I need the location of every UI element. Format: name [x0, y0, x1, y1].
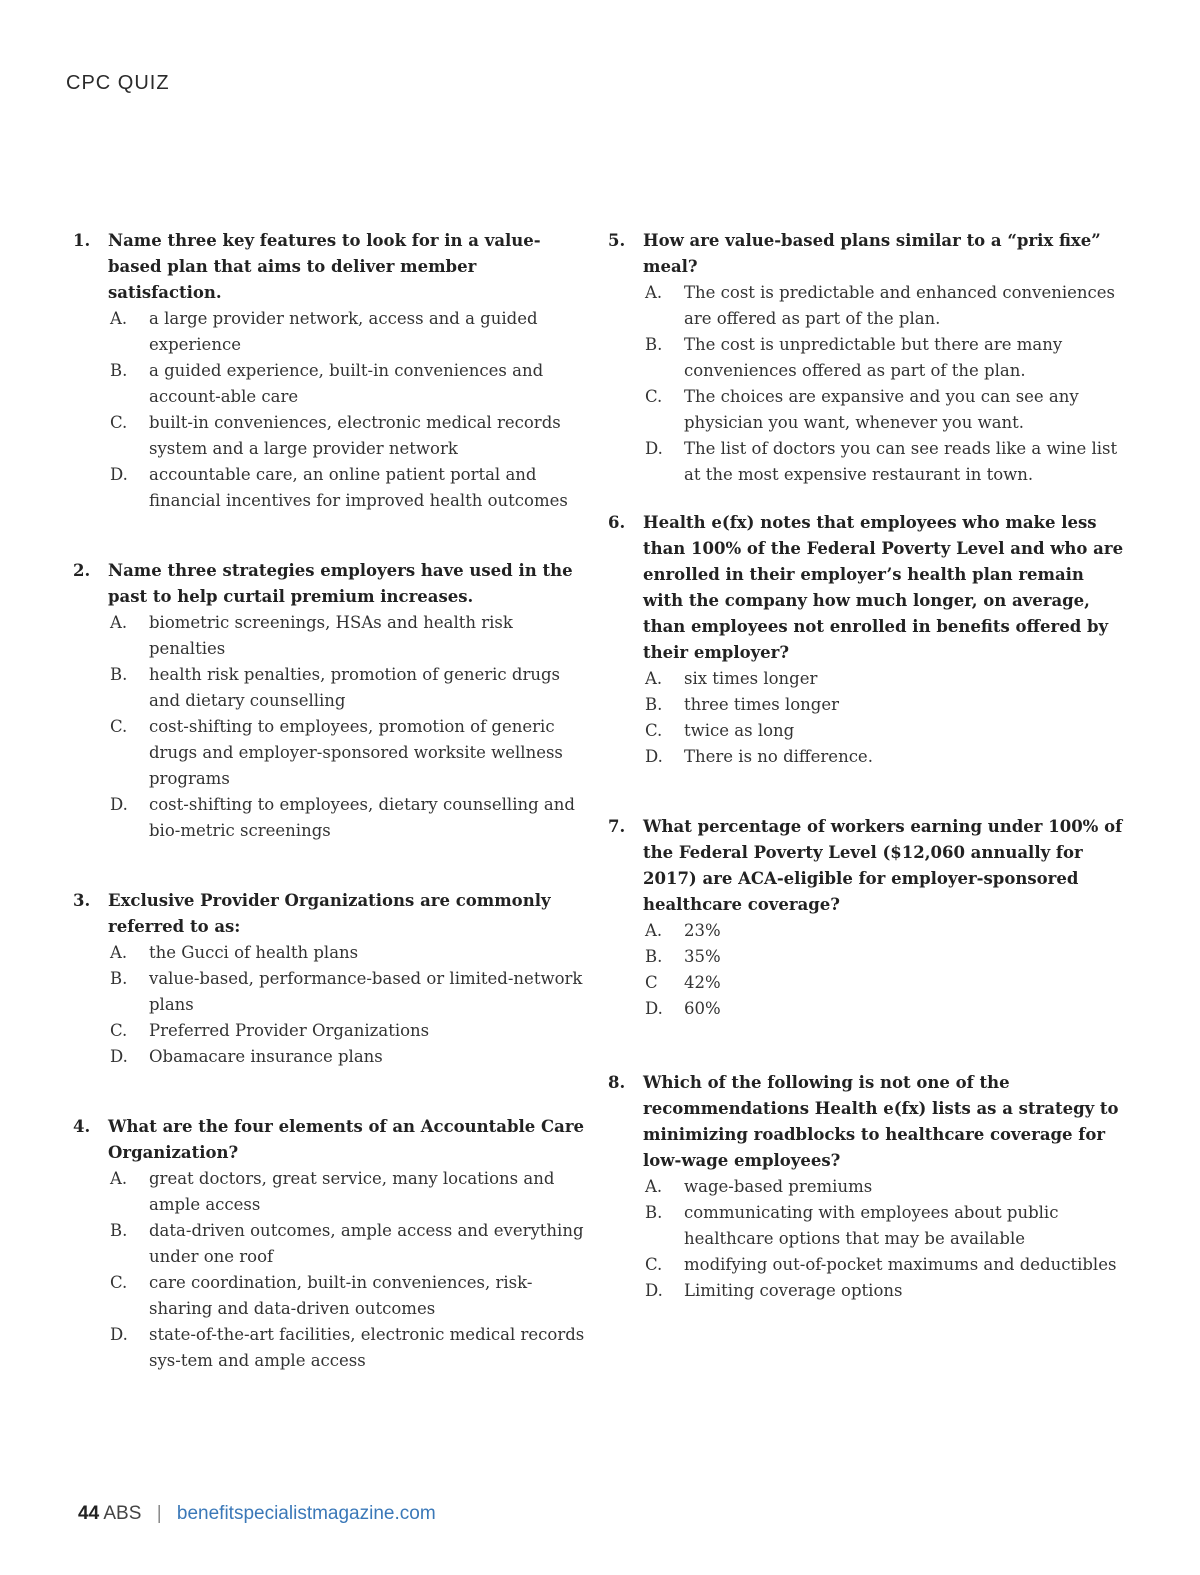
option-text: Preferred Provider Organizations	[149, 1021, 430, 1040]
answer-options	[643, 918, 1128, 1022]
answer-option	[108, 1044, 593, 1070]
answer-option	[643, 996, 1128, 1022]
option-letter: A.	[645, 921, 663, 940]
question-number: 3.	[73, 891, 91, 910]
answer-option	[643, 1278, 1128, 1304]
answer-option	[108, 714, 593, 792]
option-letter: A.	[110, 943, 128, 962]
page-footer	[78, 1503, 436, 1525]
footer-separator: |	[156, 1503, 162, 1524]
question-number: 6.	[608, 513, 626, 532]
option-text: cost-shifting to employees, dietary counselling and bio-metric screenings	[149, 795, 575, 840]
question-text: Name three key features to look for in a value-based plan that aims to deliver member satisfaction.	[108, 231, 541, 302]
question-text: Health e(fx) notes that employees who make less than 100% of the Federal Poverty Level and who are enrolled in their employer’s health plan remain with the company how much longer, on average, than employees not enrolled in benefits offered by their employer?	[643, 513, 1124, 662]
option-letter: B.	[110, 1221, 128, 1240]
option-text: communicating with employees about public healthcare options that may be available	[684, 1203, 1059, 1248]
answer-option	[643, 280, 1128, 332]
option-letter: D.	[110, 1325, 128, 1344]
option-letter: A.	[645, 1177, 663, 1196]
answer-option	[108, 358, 593, 410]
option-letter: D.	[110, 1047, 128, 1066]
option-text: a guided experience, built-in conveniences and account-able care	[149, 361, 544, 406]
answer-options	[643, 666, 1128, 770]
website-link[interactable]: benefitspecialistmagazine.com	[176, 1503, 436, 1524]
page-number: 44	[78, 1503, 100, 1524]
option-text: accountable care, an online patient portal and financial incentives for improved health outcomes	[149, 465, 568, 510]
answer-options	[108, 306, 593, 514]
answer-options	[643, 1174, 1128, 1304]
option-letter: A.	[645, 283, 663, 302]
option-text: built-in conveniences, electronic medical records system and a large provider network	[149, 413, 561, 458]
option-text: Obamacare insurance plans	[149, 1047, 383, 1066]
right-column	[608, 228, 1128, 1304]
option-letter: A.	[645, 669, 663, 688]
question-text: Name three strategies employers have used in the past to help curtail premium increases.	[108, 561, 573, 606]
option-text: 35%	[684, 947, 721, 966]
section-title: CPC QUIZ	[66, 72, 170, 94]
option-text: modifying out-of-pocket maximums and deductibles	[684, 1255, 1117, 1274]
answer-options	[108, 610, 593, 844]
answer-option	[108, 1166, 593, 1218]
question-number: 4.	[73, 1117, 91, 1136]
question-6	[608, 510, 1128, 770]
option-letter: A.	[110, 613, 128, 632]
option-text: health risk penalties, promotion of generic drugs and dietary counselling	[149, 665, 561, 710]
option-letter: B.	[645, 335, 663, 354]
question-1	[73, 228, 593, 514]
answer-option	[643, 692, 1128, 718]
option-text: The choices are expansive and you can see any physician you want, whenever you want.	[684, 387, 1079, 432]
answer-option	[108, 966, 593, 1018]
answer-options	[108, 1166, 593, 1374]
option-letter: D.	[110, 465, 128, 484]
answer-option	[643, 1252, 1128, 1278]
option-text: biometric screenings, HSAs and health risk penalties	[149, 613, 513, 658]
option-text: the Gucci of health plans	[149, 943, 359, 962]
option-letter: C.	[110, 717, 128, 736]
question-number: 5.	[608, 231, 626, 250]
answer-option	[108, 792, 593, 844]
answer-option	[643, 436, 1128, 488]
question-3	[73, 888, 593, 1070]
answer-option	[643, 744, 1128, 770]
answer-option	[108, 610, 593, 662]
question-2	[73, 558, 593, 844]
option-text: 60%	[684, 999, 721, 1018]
option-letter: D.	[645, 439, 663, 458]
answer-option	[108, 462, 593, 514]
option-text: 42%	[684, 973, 721, 992]
answer-option	[108, 1270, 593, 1322]
option-letter: B.	[645, 947, 663, 966]
option-text: Limiting coverage options	[684, 1281, 903, 1300]
option-letter: B.	[645, 695, 663, 714]
answer-option	[643, 1174, 1128, 1200]
question-number: 7.	[608, 817, 626, 836]
question-8	[608, 1070, 1128, 1304]
option-text: six times longer	[684, 669, 818, 688]
question-number: 2.	[73, 561, 91, 580]
answer-option	[643, 384, 1128, 436]
answer-option	[643, 666, 1128, 692]
option-text: cost-shifting to employees, promotion of generic drugs and employer-sponsored worksite wellness programs	[149, 717, 563, 788]
question-text: How are value-based plans similar to a “prix fixe” meal?	[643, 231, 1101, 276]
option-text: data-driven outcomes, ample access and everything under one roof	[149, 1221, 584, 1266]
option-letter: A.	[110, 309, 128, 328]
option-text: 23%	[684, 921, 721, 940]
option-letter: C.	[645, 1255, 663, 1274]
option-text: The cost is predictable and enhanced conveniences are offered as part of the plan.	[684, 283, 1115, 328]
option-text: The cost is unpredictable but there are many conveniences offered as part of the plan.	[684, 335, 1063, 380]
answer-option	[643, 970, 1128, 996]
answer-option	[643, 1200, 1128, 1252]
answer-option	[643, 944, 1128, 970]
left-column	[73, 228, 593, 1374]
option-letter: B.	[110, 361, 128, 380]
option-letter: A.	[110, 1169, 128, 1188]
question-7	[608, 814, 1128, 1022]
option-letter: C.	[645, 721, 663, 740]
question-text: What percentage of workers earning under 100% of the Federal Poverty Level ($12,060 annually for 2017) are ACA-eligible for employer-sponsored healthcare coverage?	[643, 817, 1123, 914]
question-number: 8.	[608, 1073, 626, 1092]
answer-option	[643, 918, 1128, 944]
answer-option	[108, 1018, 593, 1044]
option-letter: C.	[110, 1273, 128, 1292]
option-letter: D.	[645, 999, 663, 1018]
answer-option	[108, 940, 593, 966]
question-5	[608, 228, 1128, 488]
answer-option	[108, 306, 593, 358]
publication-name: ABS	[103, 1503, 142, 1524]
question-4	[73, 1114, 593, 1374]
option-text: a large provider network, access and a guided experience	[149, 309, 538, 354]
question-number: 1.	[73, 231, 91, 250]
answer-option	[108, 662, 593, 714]
option-text: wage-based premiums	[684, 1177, 873, 1196]
answer-option	[643, 332, 1128, 384]
option-text: care coordination, built-in conveniences, risk-sharing and data-driven outcomes	[149, 1273, 533, 1318]
answer-option	[108, 410, 593, 462]
answer-options	[108, 940, 593, 1070]
option-text: three times longer	[684, 695, 840, 714]
option-letter: B.	[645, 1203, 663, 1222]
option-letter: B.	[110, 665, 128, 684]
option-letter: D.	[110, 795, 128, 814]
option-text: value-based, performance-based or limited-network plans	[149, 969, 583, 1014]
option-text: great doctors, great service, many locations and ample access	[149, 1169, 555, 1214]
option-text: state-of-the-art facilities, electronic medical records sys-tem and ample access	[149, 1325, 585, 1370]
answer-option	[643, 718, 1128, 744]
option-letter: C.	[645, 387, 663, 406]
option-letter: B.	[110, 969, 128, 988]
option-letter: C	[645, 973, 658, 992]
option-text: twice as long	[684, 721, 795, 740]
answer-options	[643, 280, 1128, 488]
option-letter: D.	[645, 747, 663, 766]
option-letter: C.	[110, 1021, 128, 1040]
answer-option	[108, 1218, 593, 1270]
question-text: Which of the following is not one of the recommendations Health e(fx) lists as a strategy to minimizing roadblocks to healthcare coverage for low-wage employees?	[643, 1073, 1119, 1170]
option-letter: C.	[110, 413, 128, 432]
question-text: Exclusive Provider Organizations are commonly referred to as:	[108, 891, 551, 936]
answer-option	[108, 1322, 593, 1374]
question-text: What are the four elements of an Accountable Care Organization?	[108, 1117, 585, 1162]
option-text: The list of doctors you can see reads like a wine list at the most expensive restaurant in town.	[684, 439, 1118, 484]
option-letter: D.	[645, 1281, 663, 1300]
option-text: There is no difference.	[684, 747, 873, 766]
